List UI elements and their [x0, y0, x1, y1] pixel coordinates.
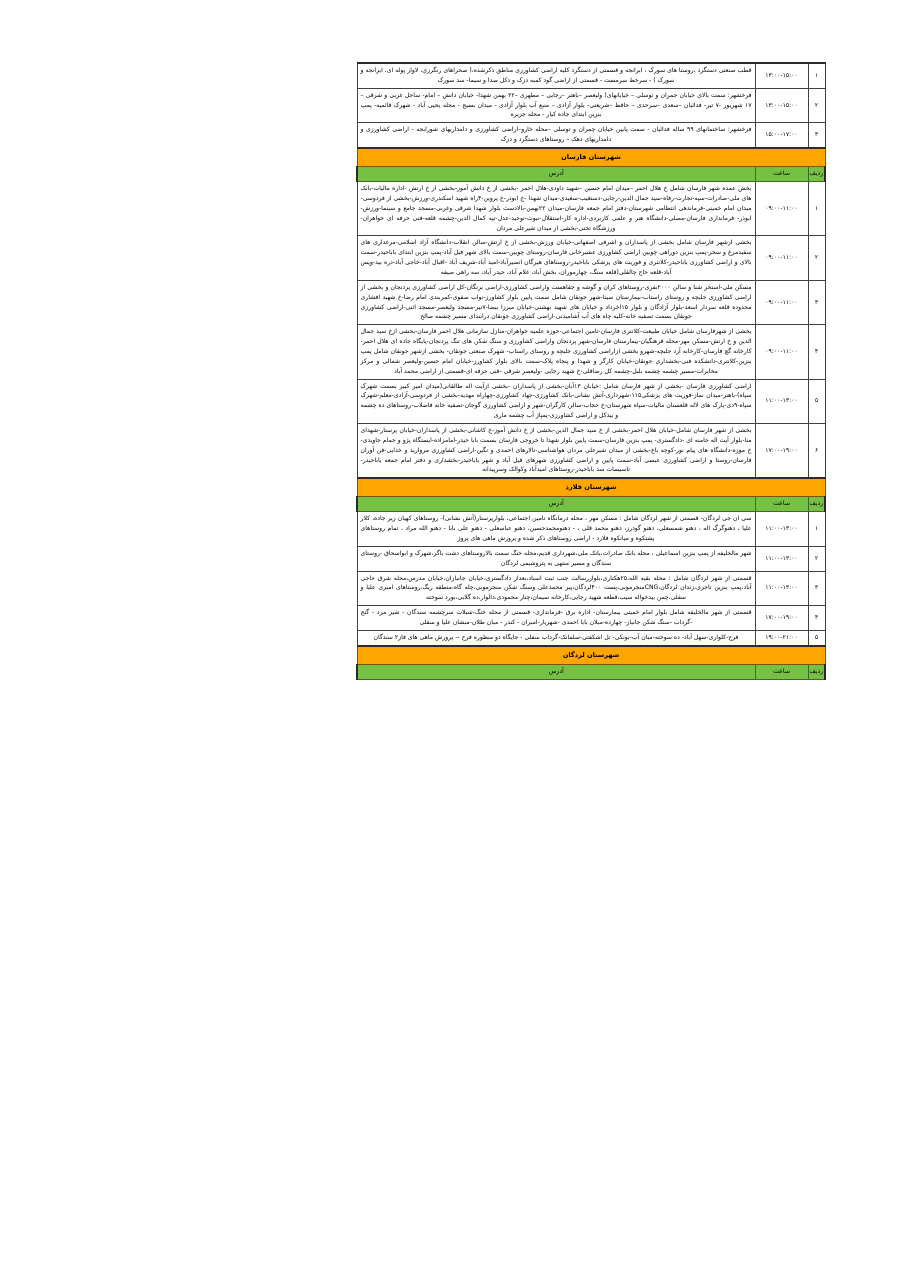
column-header-saat: ساعت [755, 497, 808, 512]
column-header-adres: آدرس [357, 167, 755, 182]
address-cell: بخشی از شهر فارسان شامل-خیابان هلال احمر-بخشی از خ سید جمال الدین-بخشی از خ دانش آموز-خ کاشانی-بخشی از پاسداران-خیابان پرستار-شهدای منا-بلوار آیت اله خامنه ای -دادگستری- پمپ بنزین فارسان-سمت پایین بلوار شهدا تا خروجی فارسان بسمت بابا حیدر-امامزاده-ایستگاه پژو و حمام جاویدی-خ موزه-دانشگاه های پیام نور-کوچه باغ-بخشی از میدان شیرعلی مردان هواشناسی-تالارهای احمدی و نگین-اراضی کشاورزی مروارید و خدایی-فن آوران فارسان-روستا و اراضی کشاورزی عبسی آباد-سمت پایین و اراضی کشاورزی شهرهای فیل آباد و شهر باباحیدر-بخشداری و دفتر امام جمعه باباحیدر-تاسیسات سد باباحیدر-روستاهای امیدآباد وکوالک وسرپیدانه [357, 423, 755, 478]
table-row [357, 546, 825, 571]
time-cell: ۰۹:۰۰-۱۱:۰۰ [755, 182, 808, 236]
address-cell: مسکن ملی-استخر شنا و سالن ۲۰۰۰نفری-روستاهای کران و گوشه و جفاهست واراضی کشاورزی-اراضی برنگان-کل اراضی کشاورزی پردنجان و بخشی از اراضی کشاورزی جلبچه و روستای راستاب-بیمارستان سینا-شهر جونقان شامل سمت پایین بلوار کشاورز-نواب صفوی-کمربندی امام رضا-خ شهید افشاری محدوده قلعه سردار اسعد-بلوار آزادگان و بلوار ۱۵اخرداد و خیابان های شهید بهشتی-خیابان میرزا ببضا-۷تیر-مسجد ولیعصر-مسجد اثنی-اراضی کشاورزی جونقان بسمت تصفیه خانه-کلیه چاه های آب آشامیدنی-اراضی کشاورزی جونقان درابندای مسیر چشمه صالح [357, 280, 755, 324]
row-number-cell: ۲ [808, 236, 825, 280]
row-number-cell: ۶ [808, 423, 825, 478]
time-cell: ۱۹:۰۰-۲۱:۰۰ [755, 630, 808, 645]
time-cell: ۱۷:۰۰-۱۹:۰۰ [755, 606, 808, 631]
row-number-cell: ۳ [808, 571, 825, 606]
row-number-cell: ۴ [808, 606, 825, 631]
time-cell: ۰۹:۰۰-۱۱:۰۰ [755, 280, 808, 324]
column-header-radif: ردیف [808, 497, 825, 512]
address-cell: قسمتی از شهر مالخلیفه شامل بلوار امام خمینی بیمارستان- اداره برق -فرمانداری- قسمتی از محله خنگ-شبلات سرچشمه سندگان - شیر مرد - گنج -گرداب -سنگ شکن جانباز- چهارده-مبلان بابا احمدی -شهریار-امبران - کندر - مبان طلان-مبشان علیا و سفلی [357, 606, 755, 631]
address-cell: قسمتی از شهر لردگان شامل : محله بقیه الله،۲۵هکتاری،بلواررسالت جنب ثبت اسناد،بعداز دادگستری،خیابان جانبازان،خیابان مدرس،محله شرق حاجی آباد،پمپ بنزین تاجری،زندان لردگان،CNGمنجرموبی،پست ۴۰۰لردگان،پیر محمدعلی وسنگ شکن منجرموبی،چله گاه،منطقه ریگ،روستاهای امبری علیا و سفلی،چمن بیدخواله سیب،قطعه شهید رجایی،کارخانه سیمان،چنار محمودی،دالوار،ده گلابی،بورد سوخته [357, 571, 755, 606]
row-number-cell: ۵ [808, 630, 825, 645]
district-banner-row [357, 646, 825, 665]
time-cell: ۱۱:۰۰-۱۳:۰۰ [755, 512, 808, 547]
address-cell: فرخشهر: ساختمانهای ۹۹ ساله فدائیان - سمت پایین خیابان چمران و توسلی –محله خارو–اراضی کشاورزی و دامداریهای شورابجه - اراضی کشاورزی و دامداریهای دهک – روستاهای دستگرد و دزک [357, 123, 755, 148]
time-cell: ۱۷:۰۰-۱۹:۰۰ [755, 423, 808, 478]
address-cell: سی ان جی لردگان- قسمتی از شهر لردگان شامل : مسکن مهر ، محله درمانگاه تامین اجتماعی، بلوارپرستار(آتش نشانی)- روستاهای کهیان زیر جاده، کلار علیا ، دهنوگرگ اله ، دهنو شمسعلی، دهنو گودرز، دهنو محمد قلی ، - دهنومحمدحسین، دهنو عباسعلی - دهنو علی بابا - دهنو الله مراد ، تمام روستاهای پشتکوه و میانکوه فلارد - اراضی روستاهای ذکر شده و پرورش ماهی های پروژ [357, 512, 755, 547]
address-cell: فرخشهر: سمت بالای خیابان جمران و توسلی – خیابانهای( ولیعصر –باهنر –رجایی – مطهری –۲۲ بهمن شهدا- خیابان دانش – امام- ساحل غربی و شرقی – ۱۷ شهریور -۷ تیر- فدائیان –سعدی –سرحدی – حافظ –شریعتی- بلوار آزادی – منبع آب بلوار آزادی - میدان بسیج - محله یحیی آباد - شهرک قائمیه- پمپ بنزین ابتدای جاده کیار - محله جزیره [357, 88, 755, 123]
row-number-cell: ۱ [808, 512, 825, 547]
time-cell: ۱۵:۰۰-۱۷:۰۰ [755, 123, 808, 148]
district-banner-row [357, 478, 825, 497]
table-row [357, 325, 825, 379]
address-cell: بخش عمده شهر فارسان شامل خ هلال احمر –میدان امام حسین –شهید داودی-هلال احمر -بخشی از خ دانش آموز-بخشی از خ ارتش -اداره مالیات-بانک های ملی-صادرات-سپه-تجارت-رفاه-سید جمال الدین-رجایی-دستغیب-سعیدی-میدان شهدا -خ ابوذر-خ پروین-۴راه شهید اسکندری-ورزش-بخشی از فردوسی-میدان امام خمینی-فرماندهی انتظامی شهرستان-دفتر امام جمعه فارسان-میدان ۲۲بهمن-بالادست بلوار شهدا شرقی وغربی-مسجد جامع و سینما-ورزش-ابوذر- فرمانداری فارسان-مصلی-دانشگاه هنر و علمی کاربردی-اداره کار-استقلال-نبوت-توحید-عدل-تپه کمال الدین-چشمه قلعه-فنی حرفه ای خواهران-ورزشگاه تختی-بخشی از میدان شیرعلی مردان [357, 182, 755, 236]
row-number-cell: ۵ [808, 379, 825, 423]
table-row [357, 63, 825, 88]
table-row [357, 182, 825, 236]
column-header-saat: ساعت [755, 167, 808, 182]
column-header-row [357, 664, 825, 679]
address-cell: شهر مالخلیفه از پمپ بنزین اسماعیلی ، محله بانک صادرات،بانک ملی،شهرداری قدیم،محله خنگ سمت بالاروستاهای دشت باگر،شهرک و ابواسحاق -روستای سندگان و مسیر منتهی به پتروشیمی لردگان [357, 546, 755, 571]
time-cell: ۱۱:۰۰-۱۳:۰۰ [755, 546, 808, 571]
table-row [357, 379, 825, 423]
time-cell: ۰۹:۰۰-۱۱:۰۰ [755, 325, 808, 379]
table-body [357, 63, 825, 679]
row-number-cell: ۳ [808, 123, 825, 148]
column-header-adres: آدرس [357, 664, 755, 679]
column-header-radif: ردیف [808, 167, 825, 182]
district-name: شهرستان لردگان [357, 646, 825, 665]
table-row [357, 423, 825, 478]
table-row [357, 236, 825, 280]
district-name: شهرستان فارسان [357, 148, 825, 167]
column-header-row [357, 497, 825, 512]
row-number-cell: ۲ [808, 546, 825, 571]
column-header-saat: ساعت [755, 664, 808, 679]
row-number-cell: ۳ [808, 280, 825, 324]
column-header-radif: ردیف [808, 664, 825, 679]
column-header-row [357, 167, 825, 182]
time-cell: ۱۳:۰۰-۱۵:۰۰ [755, 88, 808, 123]
address-cell: قطب صنعتی دستگرد ،روستا های سورک ، ابرانجه و قسمتی از دستگرد کلیه اراضی کشاورزی مناطق ذکرشده،( صحراهای رنگرزی، لاوار پوله ای، ابرانجه و سورک ) - سرخط سرمست - قسمتی از اراضی گود کمبه دزک و دکل صدا و سیما- سد سورک [357, 63, 755, 88]
table-row [357, 88, 825, 123]
table-row [357, 571, 825, 606]
table-row [357, 280, 825, 324]
outage-schedule-table [356, 62, 826, 680]
time-cell: ۱۳:۰۰-۱۵:۰۰ [755, 63, 808, 88]
address-cell: بخشی ازشهر فارسان شامل بخشی از پاسداران و اشرفی اصفهانی-خیابان ورزش-بخشی از خ ارتش-سالن انقلاب-دانشگاه آزاد اسلامی-مرغداری های سفیدمرغ و سحر-پمپ بنزین دوراهی چوبین اراضی کشاورزی عشیرخانی فارسان-روستای چوبین-سمت بالای شهر فیل آباد-پمپ بنزین ابتدای باباحیدر-سمت بالای و اراضی کشاورزی باباحیدر-کلانتری و فوریت های پزشکی باباحیدر-روستاهای هیرگان اتصیرآباد-امید آباد-شریف آباد -اقبال آباد-حاجی آباد-دره بید-ویس آباد-قلعه حاج چالقلی(قلعه سنگ، چهارموران، بخش آباد، غلام آباد، حیدر آباد، سه راهی صیفه [357, 236, 755, 280]
time-cell: ۱۱:۰۰-۱۳:۰۰ [755, 379, 808, 423]
district-banner-row [357, 148, 825, 167]
address-cell: اراضی کشاورزی فارسان -بخشی از شهر فارسان شامل :خیابان ۱۳آبان-بخشی از پاسداران -بخشی ازآیت اله طالقانی(میدان امیر کبیر بسمت شهرک سپاه)-باهنر-میدان نماز-فوریت های پزشکی۱۱۵-شهرداری-آتش نشانی-بانک کشاورزی-جهاد کشاورزی-چهاراه مهدیه-بخشی از فردوسی-آزادی-معلم-شهرک سپاه-۹دی-پارک های لاله قلعسنان مالیات-سپاه شهرستان-خ حجاب-سالن کارگران-شهر و اراضی کشاورزی گوجان-تصفیه خانه فاضلاب-روستاهای ده چشمه و بیدکل و اراضی کشاورزی-پمپاژ آب چشمه ماری [357, 379, 755, 423]
column-header-adres: آدرس [357, 497, 755, 512]
row-number-cell: ۱ [808, 63, 825, 88]
outage-schedule-sheet [358, 62, 826, 680]
table-row [357, 630, 825, 645]
time-cell: ۰۹:۰۰-۱۱:۰۰ [755, 236, 808, 280]
row-number-cell: ۱ [808, 182, 825, 236]
address-cell: بخشی از شهرفارسان شامل خیابان طبیعت-کلانتری فارسان-تامین اجتماعی-حوزه علمیه خواهران-منازل سازمانی هلال احمر فارسان-بخشی ازخ سید جمال الدین و خ ارتش-مسکن مهر-محله فرهنگیان-بیمارستان فارسان-شهر پردنجان واراضی کشاورزی و سنگ شکن های تنگ پردنجان-پایگاه جاده ای هلال احمر-کارخانه گچ فارسان-کارخانه آرد جلبچه-شهرو بخشی ازاراضی کشاورزی جلبچه و روستای راستاب- شهرک صنعتی جونقان- بخشی ازشهر جونقان شامل پمپ بنزین-کلانتری-دانشکده فنی-بخشداری جونقان-خیابان کارگر و شهدا و پنجاه پلاک-سمت بالای بلوار کشاورز-خیابان امام حسین-ولیعصر شمالی و مرکز مخابرات-مسیر چشمه چشمه بلبل-چشمه کل رضاقلی-خ شهید رجایی -ولیعصر شرقی -فنی حرفه ای-قسمتی از اراضی محمد آباد [357, 325, 755, 379]
time-cell: ۱۱:۰۰-۱۳:۰۰ [755, 571, 808, 606]
row-number-cell: ۲ [808, 88, 825, 123]
row-number-cell: ۴ [808, 325, 825, 379]
address-cell: فرح-کلواری-سهل آباد- ده سوخته-مبان آب-بونکی- تل اشکفتی-سلمانک-گرداب سفلی - جایگاه دو منظوره فرح -- پرورش ماهی های فاز۲ سندگان [357, 630, 755, 645]
district-name: شهرستان فلارد [357, 478, 825, 497]
table-row [357, 512, 825, 547]
table-row [357, 123, 825, 148]
table-row [357, 606, 825, 631]
